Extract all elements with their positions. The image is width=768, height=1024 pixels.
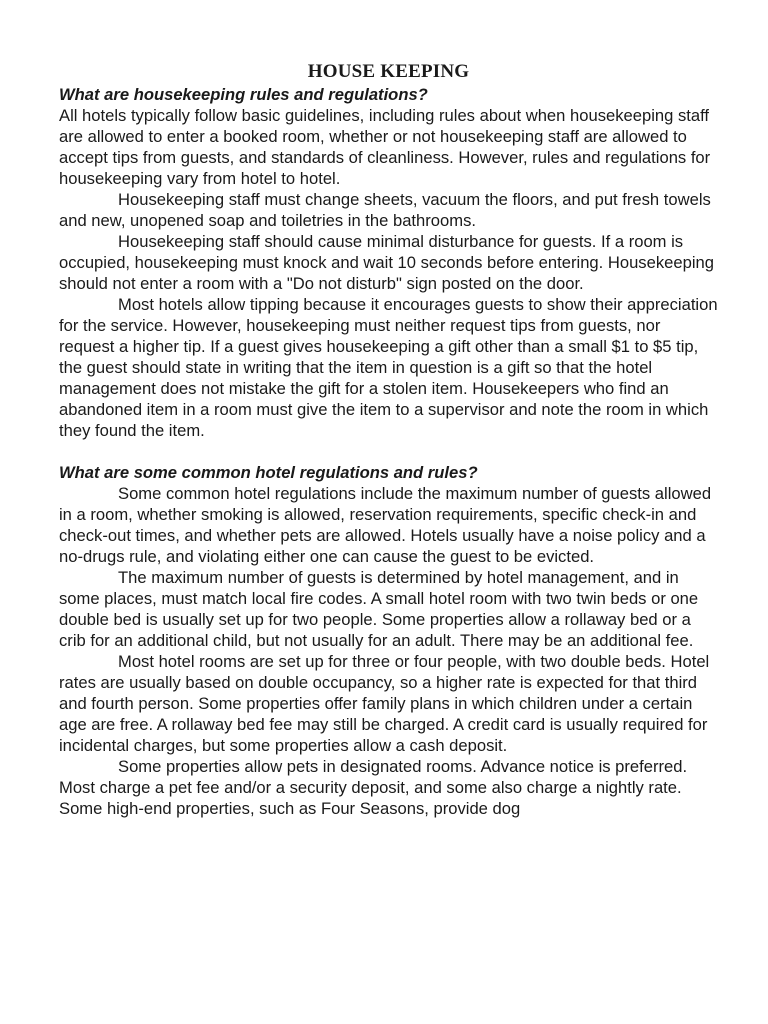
paragraph: The maximum number of guests is determined by hotel management, and in some places, must match local fire codes. A small hotel room with two twin beds or one double bed is usually set up for two people. Some properties allow a rollaway bed or a crib for an additional child, but not usually for an adult. There may be an additional fee. bbox=[59, 568, 699, 650]
paragraph: All hotels typically follow basic guidelines, including rules about when housekeeping staff are allowed to enter a booked room, whether or not housekeeping staff are allowed to accept tips from guests, and standards of cleanliness. However, rules and regulations for housekeeping vary from hotel to hotel. bbox=[59, 106, 711, 188]
paragraph: Most hotel rooms are set up for three or four people, with two double beds. Hotel rates are usually based on double occupancy, so a higher rate is expected for that third and fourth person. Some properties offer family plans in which children under a certain age are free. A rollaway bed fee may still be charged. A credit card is usually required for incidental charges, but some properties allow a cash deposit. bbox=[59, 652, 710, 755]
section-spacer bbox=[59, 441, 718, 462]
paragraph: Housekeeping staff must change sheets, vacuum the floors, and put fresh towels and new, unopened soap and toiletries in the bathrooms. bbox=[59, 190, 711, 230]
paragraph: Some common hotel regulations include the maximum number of guests allowed in a room, whether smoking is allowed, reservation requirements, specific check-in and check-out times, and whether pets are allowed. Hotels usually have a noise policy and a no-drugs rule, and violating either one can cause the guest to be evicted. bbox=[59, 484, 712, 566]
section-heading-hotel-regulations: What are some common hotel regulations and rules? bbox=[59, 463, 478, 482]
paragraph: Housekeeping staff should cause minimal disturbance for guests. If a room is occupied, housekeeping must knock and wait 10 seconds before entering. Housekeeping should not enter a room with a "Do not disturb" sign posted on the door. bbox=[59, 232, 714, 293]
section-heading-housekeeping-rules: What are housekeeping rules and regulations? bbox=[59, 85, 428, 104]
page-title: HOUSE KEEPING bbox=[307, 61, 470, 82]
paragraph: Some properties allow pets in designated rooms. Advance notice is preferred. Most charge a pet fee and/or a security deposit, and some also charge a nightly rate. Some high-end properties, such as Four Seasons, provide dog bbox=[59, 757, 688, 818]
paragraph: Most hotels allow tipping because it encourages guests to show their appreciation for the service. However, housekeeping must neither request tips from guests, nor request a higher tip. If a guest gives housekeeping a gift other than a small $1 to $5 tip, the guest should state in writing that the item in question is a gift so that the hotel management does not mistake the gift for a stolen item. Housekeepers who find an abandoned item in a room must give the item to a supervisor and note the room in which they found the item. bbox=[59, 295, 718, 440]
